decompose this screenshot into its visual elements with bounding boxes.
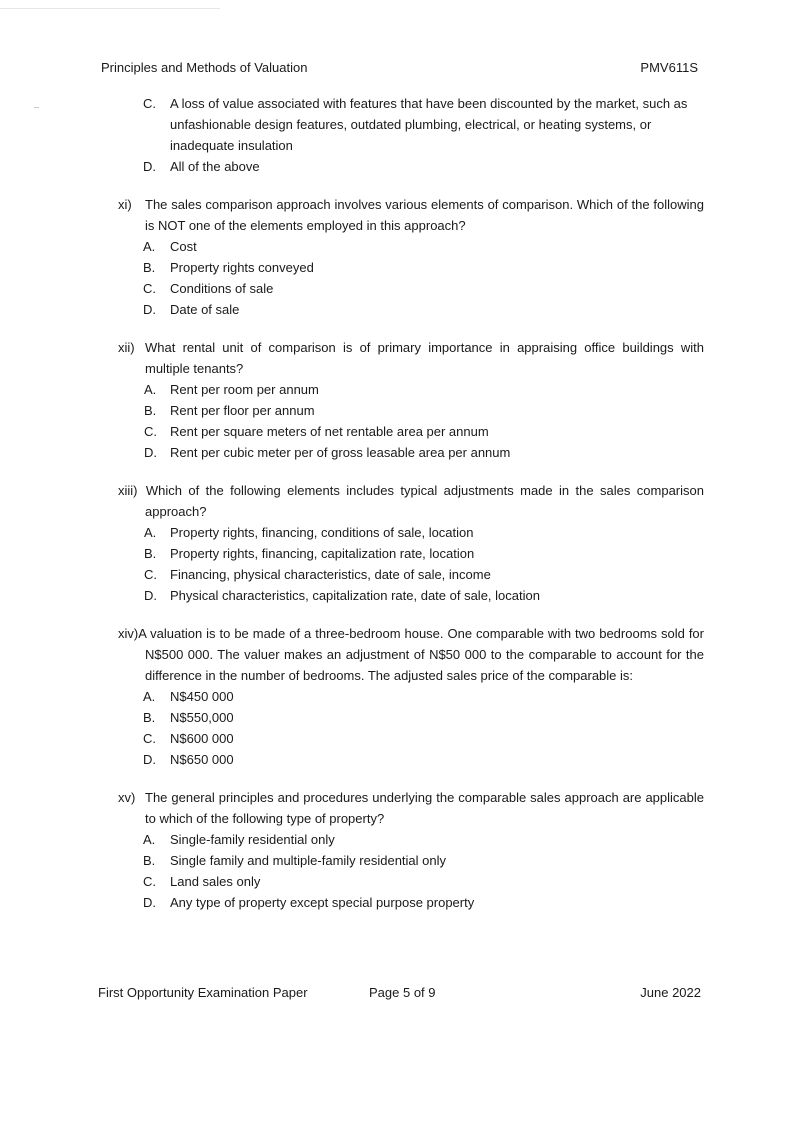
question-text: [118, 194, 704, 236]
question-xii: [118, 337, 704, 463]
question-xiii: [118, 480, 704, 606]
option-item: [118, 257, 704, 278]
page-header: [101, 60, 698, 78]
option-text: All of the above: [170, 159, 260, 174]
option-text: Financing, physical characteristics, date of sale, income: [170, 567, 491, 582]
option-letter: C.: [144, 567, 157, 582]
option-item: [118, 686, 704, 707]
option-letter: A.: [143, 832, 156, 847]
option-letter: D.: [144, 588, 157, 603]
option-item: [118, 421, 704, 442]
option-item: [118, 850, 704, 871]
option-text: Conditions of sale: [170, 281, 274, 296]
option-letter: B.: [143, 853, 156, 868]
option-text: Single family and multiple-family residential only: [170, 853, 447, 868]
option-letter: D.: [144, 445, 157, 460]
question-text: [118, 337, 704, 379]
exam-name: First Opportunity Examination Paper: [98, 985, 308, 1000]
question-body: Which of the following elements includes typical adjustments made in the sales comparison approach?: [145, 483, 704, 519]
option-item: [118, 585, 704, 606]
option-letter: A.: [143, 689, 156, 704]
option-letter: C.: [143, 731, 156, 746]
exam-date: June 2022: [640, 985, 701, 1000]
option-letter: B.: [143, 710, 156, 725]
question-body: The general principles and procedures underlying the comparable sales approach are applicable to which of the following type of property?: [145, 790, 704, 826]
option-letter: B.: [143, 260, 156, 275]
option-letter: D.: [143, 752, 156, 767]
question-number: xiii): [118, 483, 138, 498]
scan-edge-line: [0, 8, 220, 9]
option-letter: D.: [143, 159, 156, 174]
option-text: N$450 000: [170, 689, 234, 704]
question-text: [118, 787, 704, 829]
option-item: [118, 379, 704, 400]
question-body: What rental unit of comparison is of primary importance in appraising office buildings with multiple tenants?: [145, 340, 704, 376]
option-item: [118, 829, 704, 850]
option-letter: C.: [143, 874, 156, 889]
question-number: xi): [118, 197, 132, 212]
option-letter: C.: [144, 424, 157, 439]
option-letter: D.: [143, 895, 156, 910]
course-code: PMV611S: [640, 60, 698, 75]
page-footer: [98, 985, 701, 1003]
option-text: Rent per square meters of net rentable area per annum: [170, 424, 489, 439]
option-item: [118, 522, 704, 543]
questions-content: [118, 93, 704, 913]
option-item: [118, 871, 704, 892]
option-item: [118, 442, 704, 463]
option-text: Rent per cubic meter per of gross leasable area per annum: [170, 445, 511, 460]
question-xi: [118, 194, 704, 320]
option-text: Land sales only: [170, 874, 261, 889]
option-text: N$550,000: [170, 710, 234, 725]
option-text: Property rights, financing, conditions of sale, location: [170, 525, 474, 540]
option-item: [118, 564, 704, 585]
option-letter: B.: [144, 546, 157, 561]
option-item: [118, 543, 704, 564]
option-text: Date of sale: [170, 302, 240, 317]
question-body: The sales comparison approach involves various elements of comparison. Which of the following is NOT one of the elements employed in this approach?: [145, 197, 704, 233]
option-item: [118, 299, 704, 320]
option-letter: B.: [144, 403, 157, 418]
option-letter: C.: [143, 281, 156, 296]
question-text: [118, 480, 704, 522]
question-xiv: [118, 623, 704, 770]
option-item: [118, 236, 704, 257]
option-text: N$650 000: [170, 752, 234, 767]
option-item: [118, 707, 704, 728]
option-text: Rent per room per annum: [170, 382, 319, 397]
question-number: xv): [118, 790, 136, 805]
option-text: Physical characteristics, capitalization rate, date of sale, location: [170, 588, 540, 603]
option-letter: A.: [143, 239, 156, 254]
option-text: Rent per floor per annum: [170, 403, 315, 418]
question-body: A valuation is to be made of a three-bedroom house. One comparable with two bedrooms sold for N$500 000. The valuer makes an adjustment of N$50 000 to the comparable to account for the difference in the number of bedrooms. The adjusted sales price of the comparable is:: [138, 626, 704, 683]
option-item: [118, 278, 704, 299]
continued-options: [118, 93, 704, 177]
option-item: [118, 749, 704, 770]
option-text: Single-family residential only: [170, 832, 335, 847]
option-text: Property rights conveyed: [170, 260, 314, 275]
option-item: [118, 892, 704, 913]
option-item: [118, 156, 704, 177]
question-number: xiv): [118, 626, 139, 641]
option-item: [118, 93, 704, 156]
option-letter: C.: [143, 96, 156, 111]
question-xv: [118, 787, 704, 913]
question-number: xii): [118, 340, 135, 355]
option-item: [118, 400, 704, 421]
page-number: Page 5 of 9: [369, 985, 436, 1000]
scan-mark: [34, 107, 39, 108]
option-text: A loss of value associated with features that have been discounted by the market, such as unfashionable design features, outdated plumbing, electrical, or heating systems, or inadequate insulation: [170, 96, 688, 153]
option-text: N$600 000: [170, 731, 234, 746]
option-item: [118, 728, 704, 749]
option-letter: A.: [144, 525, 157, 540]
option-letter: D.: [143, 302, 156, 317]
option-letter: A.: [144, 382, 157, 397]
option-text: Any type of property except special purpose property: [170, 895, 475, 910]
option-text: Property rights, financing, capitalization rate, location: [170, 546, 475, 561]
question-text: [118, 623, 704, 686]
option-text: Cost: [170, 239, 197, 254]
course-title: Principles and Methods of Valuation: [101, 60, 308, 75]
